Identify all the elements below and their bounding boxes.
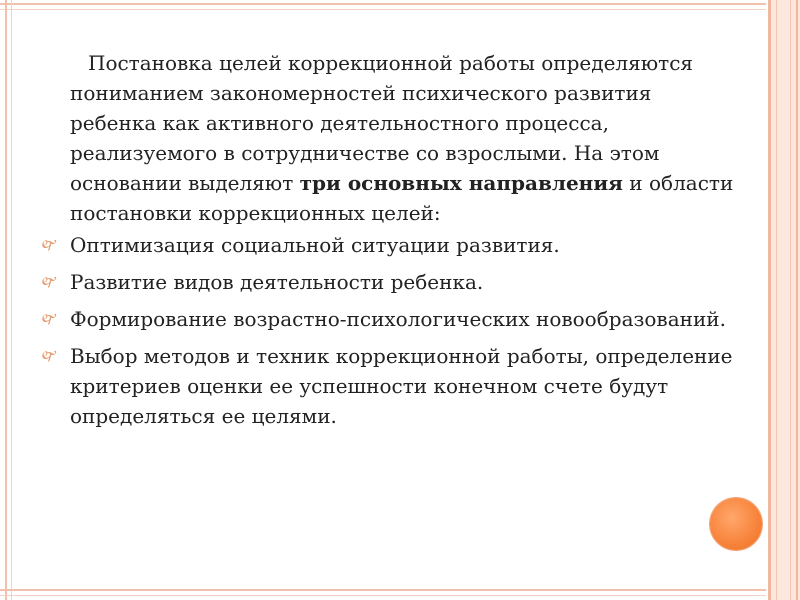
frame-left-line <box>5 0 7 600</box>
intro-text: Постановка целей коррекционной работы определяются пониманием закономерностей психического развития ребенка как активного деятельностного процесса, реализуемого в сотрудничестве со взрослыми. На этом основании выделяют <box>70 51 694 195</box>
bullet-icon: 🙰 <box>40 274 58 290</box>
list-item-text: Развитие видов деятельности ребенка. <box>70 270 484 294</box>
band-stripe <box>796 0 798 600</box>
band-stripe <box>776 0 777 600</box>
list-item <box>34 341 734 431</box>
list-item <box>34 230 734 260</box>
bullet-icon: 🙰 <box>40 348 58 364</box>
frame-bottom-line <box>0 589 766 591</box>
orange-circle-decoration <box>710 498 762 550</box>
list-item <box>34 304 734 334</box>
intro-bold-text: три основных направления <box>299 171 623 195</box>
list-item-text: Выбор методов и техник коррекционной работы, определение критериев оценки ее успешности конечном счете будут определяться ее целями. <box>70 344 733 428</box>
frame-left-line-inner <box>11 0 12 600</box>
intro-paragraph <box>34 48 734 228</box>
list-item-text: Формирование возрастно-психологических новообразований. <box>70 307 726 331</box>
bullet-icon: 🙰 <box>40 237 58 253</box>
bullet-icon: 🙰 <box>40 311 58 327</box>
band-stripe <box>768 0 771 600</box>
list-item <box>34 267 734 297</box>
slide-body <box>34 48 734 438</box>
list-item-text: Оптимизация социальной ситуации развития. <box>70 233 560 257</box>
frame-bottom-line-inner <box>0 595 766 596</box>
band-stripe <box>790 0 791 600</box>
frame-top-line <box>0 3 766 5</box>
intro-text-end: и области постановки коррекционных целей: <box>70 171 734 225</box>
frame-top-line-inner <box>0 9 766 10</box>
bullet-list <box>34 230 734 431</box>
